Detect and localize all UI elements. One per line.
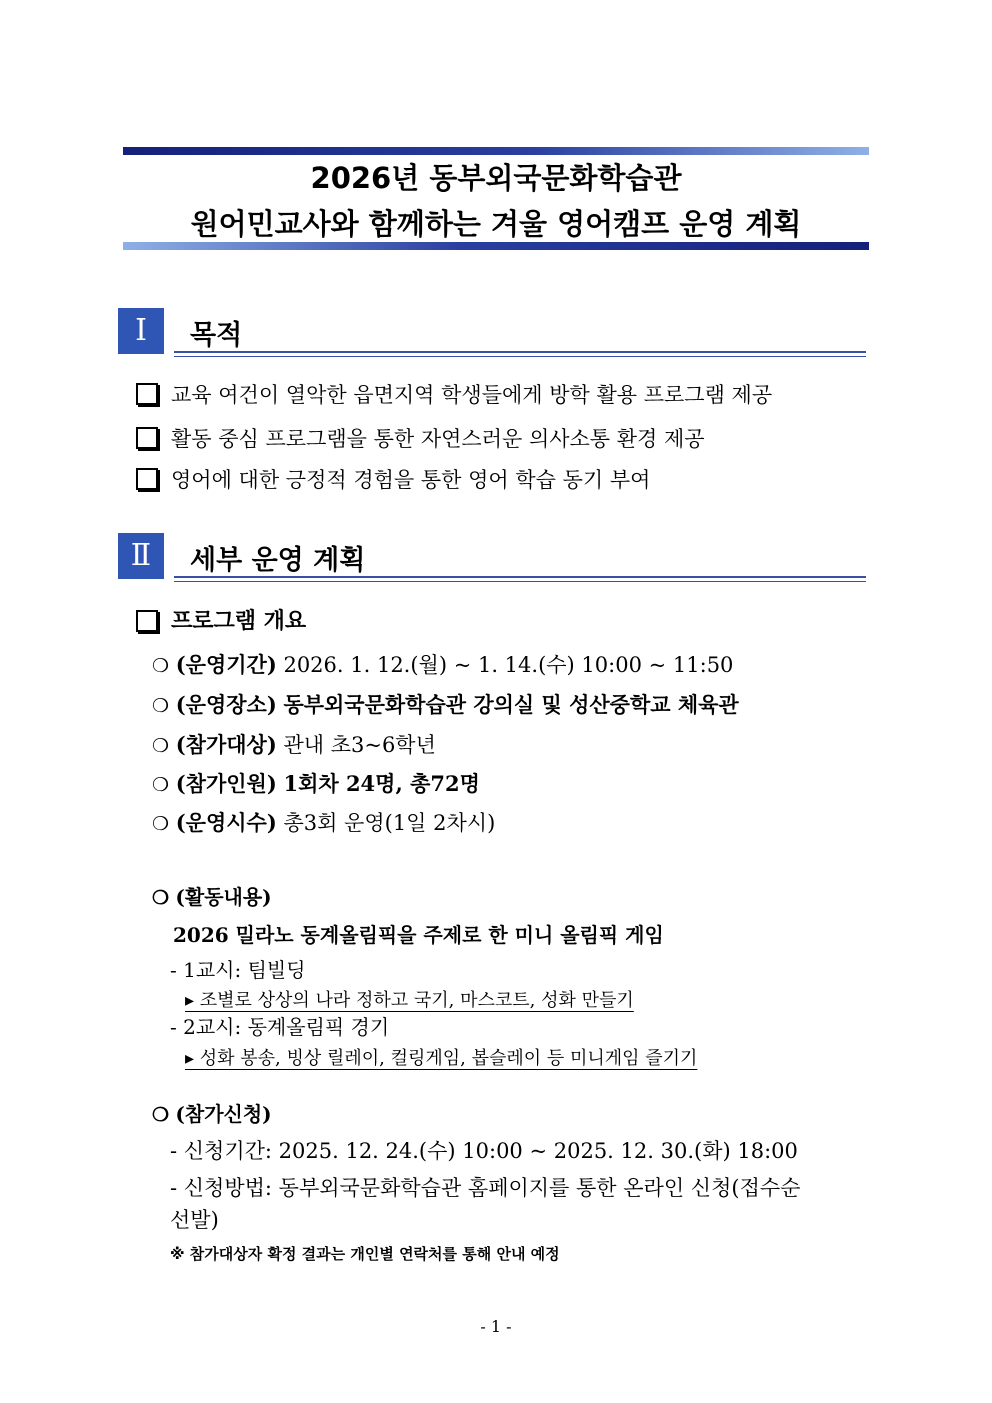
- circle-bullet-icon: ❍: [152, 887, 170, 909]
- apply-label: (참가신청): [175, 1102, 272, 1126]
- circle-bullet-icon: ❍: [152, 774, 170, 796]
- activity-period-2: - 2교시: 동계올림픽 경기: [170, 1015, 390, 1039]
- checkbox-icon: [136, 468, 158, 490]
- activity-label: (활동내용): [175, 885, 272, 909]
- apply-heading: [152, 1098, 272, 1127]
- title-top-bar: [123, 147, 869, 155]
- program-row-label: (운영기간): [175, 652, 277, 677]
- apply-method-line2: 선발): [170, 1208, 219, 1232]
- circle-bullet-icon: ❍: [152, 655, 170, 677]
- activity-heading: [152, 881, 272, 910]
- apply-period: - 신청기간: 2025. 12. 24.(수) 10:00 ~ 2025. 12. 30.(화) 18:00: [170, 1139, 798, 1163]
- section-1-rule: [174, 351, 866, 357]
- title-bottom-bar: [123, 242, 869, 250]
- circle-bullet-icon: ❍: [152, 695, 170, 717]
- program-row-value: 관내 초3~6학년: [283, 733, 436, 757]
- circle-bullet-icon: ❍: [152, 813, 170, 835]
- program-row-label: (참가인원): [175, 771, 277, 796]
- program-row-value: 1회차 24명, 총72명: [283, 771, 480, 796]
- section-2-number: Ⅱ: [118, 533, 164, 579]
- program-row-3: [152, 729, 436, 759]
- section-2-rule: [174, 576, 866, 582]
- purpose-item-1: 교육 여건이 열악한 읍면지역 학생들에게 방학 활용 프로그램 제공: [171, 383, 773, 407]
- program-row-label: (운영장소): [175, 692, 277, 717]
- section-2-title: 세부 운영 계획: [190, 545, 366, 576]
- section-1-title: 목적: [190, 320, 243, 351]
- circle-bullet-icon: ❍: [152, 735, 170, 757]
- checkbox-icon: [136, 610, 158, 632]
- purpose-item-2: 활동 중심 프로그램을 통한 자연스러운 의사소통 환경 제공: [171, 427, 705, 451]
- activity-theme: 2026 밀라노 동계올림픽을 주제로 한 미니 올림픽 게임: [173, 923, 664, 947]
- program-row-value: 2026. 1. 12.(월) ~ 1. 14.(수) 10:00 ~ 11:50: [283, 653, 734, 677]
- activity-period-1: - 1교시: 팀빌딩: [170, 958, 306, 982]
- program-row-2: [152, 689, 739, 719]
- page-number: - 1 -: [480, 1317, 512, 1336]
- program-row-value: 총3회 운영(1일 2차시): [283, 811, 496, 835]
- program-row-value: 동부외국문화학습관 강의실 및 성산중학교 체육관: [283, 692, 739, 717]
- program-row-label: (참가대상): [175, 732, 277, 757]
- program-row-label: (운영시수): [175, 810, 277, 835]
- checkbox-icon: [136, 383, 158, 405]
- program-heading: 프로그램 개요: [171, 609, 307, 634]
- activity-period-2-detail: ▸ 성화 봉송, 빙상 릴레이, 컬링게임, 봅슬레이 등 미니게임 즐기기: [185, 1048, 698, 1069]
- activity-period-1-detail: ▸ 조별로 상상의 나라 정하고 국기, 마스코트, 성화 만들기: [185, 990, 634, 1011]
- checkbox-icon: [136, 427, 158, 449]
- purpose-item-3: 영어에 대한 긍정적 경험을 통한 영어 학습 동기 부여: [171, 468, 651, 492]
- apply-method-line1: - 신청방법: 동부외국문화학습관 홈페이지를 통한 온라인 신청(접수순: [170, 1176, 801, 1200]
- program-row-4: [152, 768, 480, 798]
- program-row-1: [152, 649, 733, 679]
- section-1-number: Ⅰ: [118, 308, 164, 354]
- apply-note: ※ 참가대상자 확정 결과는 개인별 연락처를 통해 안내 예정: [170, 1245, 560, 1263]
- program-row-5: [152, 807, 495, 837]
- document-title-line1: 2026년 동부외국문화학습관: [310, 161, 682, 195]
- circle-bullet-icon: ❍: [152, 1104, 170, 1126]
- document-title-line2: 원어민교사와 함께하는 겨울 영어캠프 운영 계획: [190, 207, 802, 241]
